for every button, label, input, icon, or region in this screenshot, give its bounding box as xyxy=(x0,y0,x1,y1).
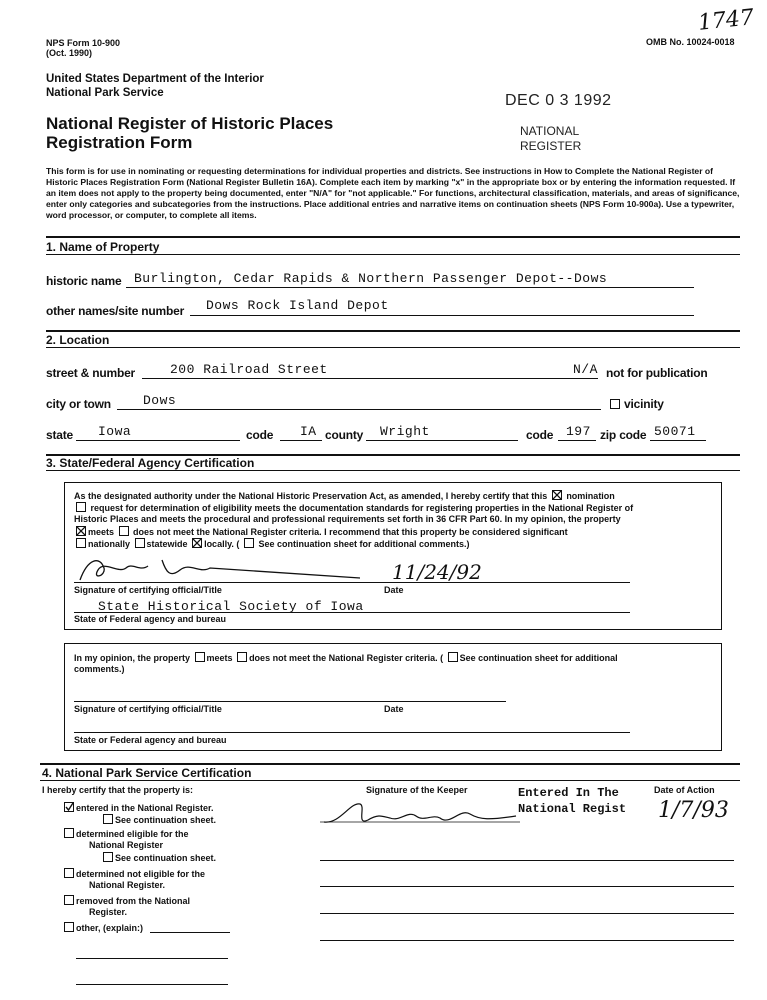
omb-number: OMB No. 10024-0018 xyxy=(646,37,735,47)
removed-option: removed from the National xyxy=(62,895,190,906)
determined-not-checkbox[interactable] xyxy=(64,868,74,878)
other-option: other, (explain:) xyxy=(62,922,143,933)
historic-name-label: historic name xyxy=(46,274,122,288)
field-underline xyxy=(280,440,322,441)
see-continuation-2-checkbox[interactable] xyxy=(103,852,113,862)
certifying-date-handwritten: 11/24/92 xyxy=(392,560,482,584)
other-line xyxy=(76,984,228,985)
certifying-signature xyxy=(70,550,370,586)
opinion-line1: In my opinion, the property meets does not meet the National Register criteria. ( See continuation sheet for additional xyxy=(74,653,618,663)
agency2-label: State or Federal agency and bureau xyxy=(74,735,227,745)
see-continuation-1-checkbox[interactable] xyxy=(103,814,113,824)
determined-eligible-line2: National Register xyxy=(89,840,164,850)
instructions: This form is for use in nominating or requesting determinations for individual properties and districts. See instructions in How to Complete the National Register of Historic Places Registration Form (National Register Bulletin 16A). Complete each item by marking "x" in the appropriate box or by entering the information requested. If an item does not apply to the property being documented, enter "N/A" for "not applicable." For functions, architectural classification, materials, and areas of significance, enter only categories and subcategories from the instructions. Place additional entries and narrative items on continuation sheets (NPS Form 10-900a). Use a typewriter, word processor, or computer, to complete all items. xyxy=(46,166,740,220)
field-underline xyxy=(366,440,518,441)
county-code-label: code xyxy=(526,428,554,442)
keeper-line xyxy=(320,940,734,941)
department: United States Department of the Interior xyxy=(46,73,264,85)
divider xyxy=(46,470,740,471)
opinion-not-meet-checkbox[interactable] xyxy=(237,652,247,662)
locally-checkbox[interactable] xyxy=(192,538,202,548)
divider xyxy=(40,763,740,765)
signature2-label: Signature of certifying official/Title xyxy=(74,704,222,714)
entered-stamp-line2: National Regist xyxy=(518,802,627,816)
nfp-label: not for publication xyxy=(606,366,708,380)
opinion-continuation-checkbox[interactable] xyxy=(448,652,458,662)
field-underline xyxy=(142,378,598,379)
keeper-label: Signature of the Keeper xyxy=(366,785,468,795)
form-title-line2: Registration Form xyxy=(46,133,193,152)
zip-label: zip code xyxy=(600,428,647,442)
nomination-checkbox[interactable] xyxy=(552,490,562,500)
other-names-field[interactable]: Dows Rock Island Depot xyxy=(206,298,389,313)
continuation-checkbox[interactable] xyxy=(244,538,254,548)
see-continuation-1: See continuation sheet. xyxy=(101,814,216,825)
form-number: NPS Form 10-900 xyxy=(46,38,121,48)
other-line xyxy=(76,958,228,959)
service: National Park Service xyxy=(46,87,164,99)
field-underline xyxy=(76,440,240,441)
entered-checkbox[interactable] xyxy=(64,802,74,812)
opinion-comments: comments.) xyxy=(74,664,125,674)
street-label: street & number xyxy=(46,366,136,380)
keeper-line xyxy=(320,886,734,887)
cert-line1: As the designated authority under the National Historic Preservation Act, as amended, I hereby certify that this nomination xyxy=(74,491,615,501)
field-underline xyxy=(650,440,706,441)
agency-field[interactable]: State Historical Society of Iowa xyxy=(98,599,364,614)
street-field[interactable]: 200 Railroad Street xyxy=(170,362,328,377)
state-field[interactable]: Iowa xyxy=(98,424,132,439)
city-field[interactable]: Dows xyxy=(143,393,177,408)
other-names-label: other names/site number xyxy=(46,304,185,318)
section3-heading: 3. State/Federal Agency Certification xyxy=(46,456,255,470)
zip-field[interactable]: 50071 xyxy=(654,424,696,439)
cert-line3: Historic Places and meets the procedural and professional requirements set forth in 36 CFR Part 60. In my opinion, the property xyxy=(74,514,621,524)
divider xyxy=(46,254,740,255)
section4-heading: 4. National Park Service Certification xyxy=(42,766,252,780)
see-continuation-2: See continuation sheet. xyxy=(101,852,216,863)
city-label: city or town xyxy=(46,397,111,411)
action-date-handwritten: 1/7/93 xyxy=(658,798,729,823)
divider xyxy=(46,236,740,238)
vicinity-label: vicinity xyxy=(624,397,664,411)
signature-line xyxy=(74,582,630,583)
state-code-label: code xyxy=(246,428,274,442)
state-label: state xyxy=(46,428,74,442)
removed-checkbox[interactable] xyxy=(64,895,74,905)
agency-label: State of Federal agency and bureau xyxy=(74,614,227,624)
section2-heading: 2. Location xyxy=(46,333,110,347)
keeper-line xyxy=(320,913,734,914)
date-label: Date xyxy=(384,585,404,595)
county-code-field[interactable]: 197 xyxy=(566,424,591,439)
signature-line xyxy=(74,701,506,702)
does-not-meet-checkbox[interactable] xyxy=(119,526,129,536)
meets-checkbox[interactable] xyxy=(76,526,86,536)
field-underline xyxy=(117,409,601,410)
nps-intro: I hereby certify that the property is: xyxy=(42,785,194,795)
divider xyxy=(40,780,740,781)
cert-line2: request for determination of eligibility meets the documentation standards for registering properties in the National Register of xyxy=(74,502,633,513)
entered-option: entered in the National Register. xyxy=(62,802,214,813)
historic-name-field[interactable]: Burlington, Cedar Rapids & Northern Passenger Depot--Dows xyxy=(134,271,608,286)
cert-line5: nationally statewide locally. ( See continuation sheet for additional comments.) xyxy=(74,538,469,549)
determined-not-line2: National Register. xyxy=(89,880,166,890)
signature-label: Signature of certifying official/Title xyxy=(74,585,222,595)
determined-eligible-checkbox[interactable] xyxy=(64,828,74,838)
opinion-meets-checkbox[interactable] xyxy=(195,652,205,662)
county-field[interactable]: Wright xyxy=(380,424,430,439)
county-label: county xyxy=(325,428,364,442)
keeper-line xyxy=(320,860,734,861)
eligibility-checkbox[interactable] xyxy=(76,502,86,512)
statewide-checkbox[interactable] xyxy=(135,538,145,548)
divider xyxy=(46,330,740,332)
determined-eligible-option: determined eligible for the xyxy=(62,828,189,839)
removed-line2: Register. xyxy=(89,907,128,917)
form-date: (Oct. 1990) xyxy=(46,48,93,58)
nfp-value: N/A xyxy=(573,362,598,377)
other-checkbox[interactable] xyxy=(64,922,74,932)
received-stamp-date: DEC 0 3 1992 xyxy=(505,92,612,109)
section1-heading: 1. Name of Property xyxy=(46,240,160,254)
field-underline xyxy=(126,287,694,288)
vicinity-checkbox[interactable] xyxy=(610,399,620,409)
field-underline xyxy=(558,440,596,441)
keeper-signature xyxy=(320,796,520,836)
divider xyxy=(46,347,740,348)
cert-line4: meets does not meet the National Register criteria. I recommend that this property be considered significant xyxy=(74,526,568,537)
received-stamp-line1: NATIONAL xyxy=(520,124,580,138)
nationally-checkbox[interactable] xyxy=(76,538,86,548)
other-line xyxy=(150,932,230,933)
action-label: Date of Action xyxy=(654,785,715,795)
state-code-field[interactable]: IA xyxy=(300,424,317,439)
received-stamp-line2: REGISTER xyxy=(520,139,582,153)
agency-line xyxy=(74,732,630,733)
entered-stamp-line1: Entered In The xyxy=(518,786,619,800)
agency-line xyxy=(74,612,630,613)
field-underline xyxy=(190,315,694,316)
form-title-line1: National Register of Historic Places xyxy=(46,114,334,133)
determined-not-option: determined not eligible for the xyxy=(62,868,205,879)
handwritten-number: 1747 xyxy=(696,5,756,36)
date2-label: Date xyxy=(384,704,404,714)
